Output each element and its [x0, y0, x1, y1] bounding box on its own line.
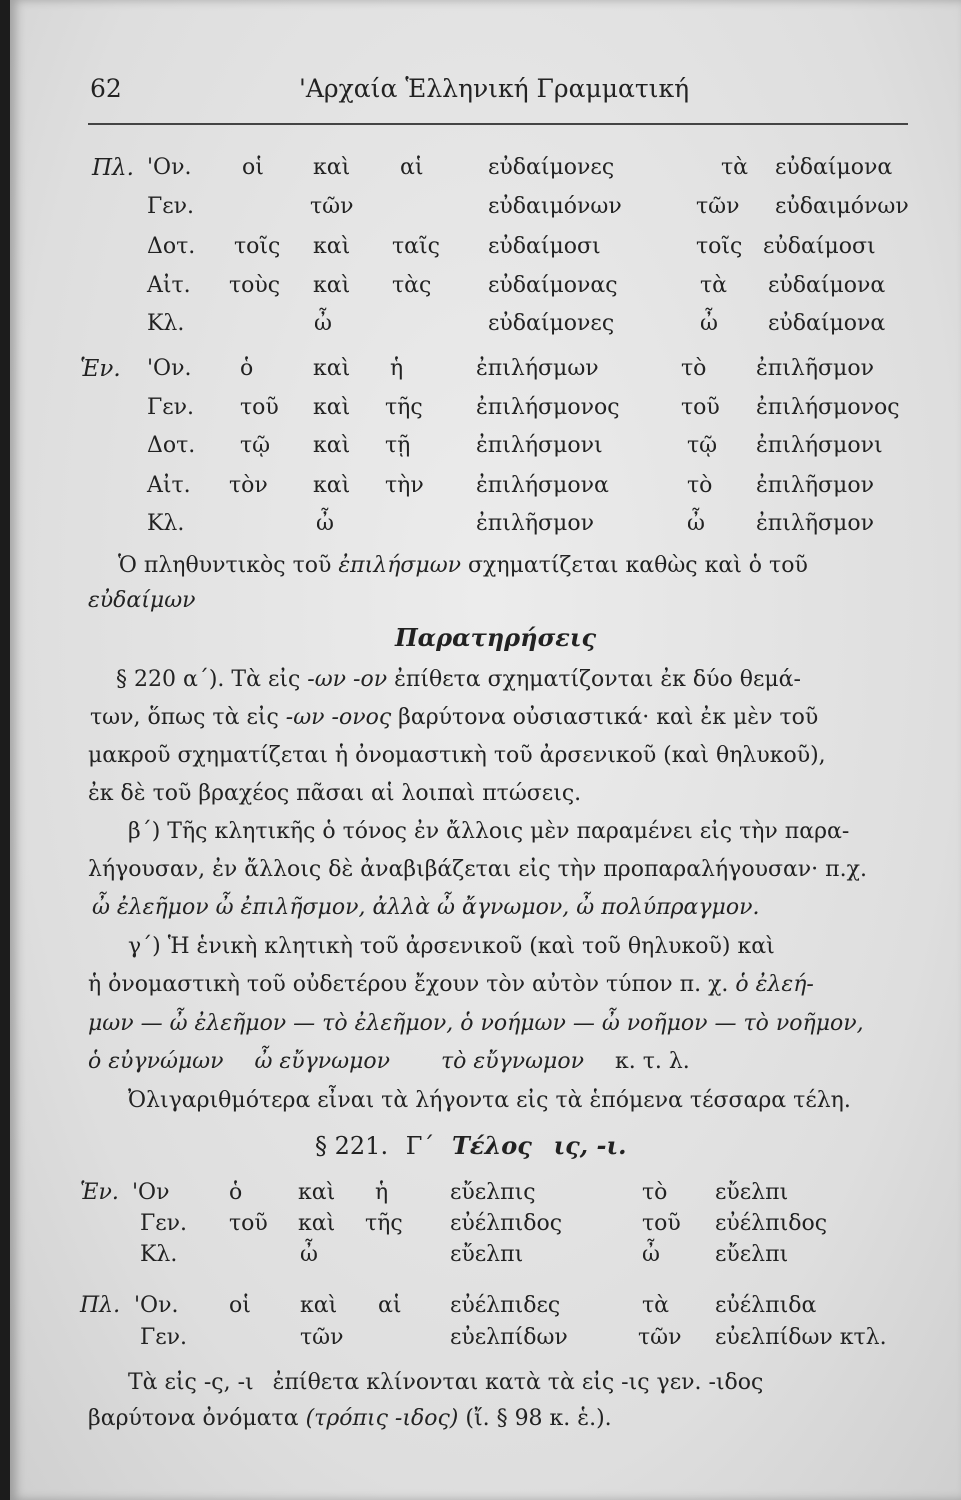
number-label: Πλ. — [80, 1293, 121, 1318]
article-fem: αἱ — [378, 1293, 402, 1318]
form-masc-fem: ἐπιλήσμονι — [476, 433, 603, 458]
example-text: ὁ εὐγνώμων — [88, 1049, 224, 1074]
article-neut: τῶν — [638, 1325, 682, 1350]
para-220b-line-3: ὦ ἐλεῆμον ὦ ἐπιλῆσμον, ἀλλὰ ὦ ἄγνωμον, ὦ πολύπραγμον. — [92, 895, 760, 920]
form-neut: ἐπιλῆσμον — [756, 511, 874, 536]
example-text: ὦ εὔγνωμον — [254, 1049, 390, 1074]
conjunction: τῶν — [300, 1325, 344, 1350]
article-neut: τὰ — [642, 1293, 670, 1318]
article-neut: τὰ — [700, 273, 728, 298]
article-masc: τῷ — [240, 433, 271, 458]
form-neut: εὐελπίδων κτλ. — [715, 1325, 887, 1350]
article-masc: ὁ — [240, 356, 254, 381]
example-text: (τρόπις -ιδος) — [305, 1406, 459, 1431]
article-fem: ἡ — [375, 1180, 389, 1205]
article-masc: οἱ — [229, 1293, 251, 1318]
article-masc: τοῦ — [240, 395, 279, 420]
para-text: βαρύτονα ὀνόματα — [88, 1406, 299, 1431]
para-text: βαρύτονα οὐσιαστικά· καὶ ἐκ μὲν τοῦ — [398, 705, 819, 730]
conjunction: καὶ — [313, 155, 351, 180]
form-masc-fem: εὔελπις — [450, 1180, 536, 1205]
case-label: 'Ον. — [147, 155, 192, 180]
example-text: ὁ ἐλεή- — [735, 972, 814, 997]
para-text: ἡ ὀνομαστικὴ τοῦ οὐδετέρου ἔχουν τὸν αὐτὸν τύπον π. χ. — [88, 972, 729, 997]
form-neut: εὐδαιμόνων — [775, 194, 909, 219]
form-masc-fem: εὐέλπιδος — [450, 1211, 563, 1236]
article-neut: τῷ — [687, 433, 718, 458]
article-fem: ἡ — [390, 356, 404, 381]
para-220c-line-1: γ΄) Ἡ ἑνικὴ κλητικὴ τοῦ ἀρσενικοῦ (καὶ τοῦ θηλυκοῦ) καὶ — [128, 934, 775, 959]
form-neut: εὔελπι — [715, 1242, 789, 1267]
article-masc: τὸν — [229, 473, 268, 498]
form-neut: εὔελπι — [715, 1180, 789, 1205]
number-label: Ἑν. — [80, 356, 121, 382]
article-neut: τῶν — [696, 194, 740, 219]
form-neut: εὐδαίμοσι — [763, 234, 876, 259]
number-label: Πλ. — [92, 155, 134, 181]
conjunction: καὶ — [313, 473, 351, 498]
article-fem: τῆς — [365, 1211, 403, 1236]
header-rule — [88, 123, 908, 125]
case-label: 'Ον. — [147, 356, 192, 381]
para-final-line-1 — [128, 1370, 763, 1395]
form-masc-fem: εὐδαίμοσι — [488, 234, 601, 259]
para-text: Τὰ εἰς -ς, -ι — [128, 1370, 254, 1395]
section-221-heading — [315, 1131, 626, 1160]
article-masc: τοῦ — [229, 1211, 268, 1236]
book-page — [10, 0, 961, 1500]
section-endings: ις, -ι. — [553, 1131, 627, 1160]
case-label: Γεν. — [147, 194, 195, 219]
conjunction: καὶ — [313, 395, 351, 420]
para-text: Τὰ εἰς — [231, 667, 301, 692]
article-neut: ὦ — [687, 511, 705, 536]
para-220c-line-2 — [88, 972, 814, 997]
para-220a-line-4: ἐκ δὲ τοῦ βραχέος πᾶσαι αἱ λοιπαὶ πτώσεις. — [88, 781, 582, 806]
case-label: Κλ. — [147, 311, 185, 336]
conjunction: καὶ — [313, 433, 351, 458]
article-fem: τὴν — [385, 473, 424, 498]
para-220c-line-3: μων — ὦ ἐλεῆμον — τὸ ἐλεῆμον, ὁ νοήμων — ὦ νοῆμον — τὸ νοῆμον, — [88, 1011, 864, 1036]
article-neut: τὰ — [721, 155, 749, 180]
para-220a-line-1 — [116, 667, 801, 692]
etc-text: κ. τ. λ. — [614, 1049, 690, 1074]
case-label: Κλ. — [140, 1242, 178, 1267]
article-neut: τὸ — [687, 473, 713, 498]
article-neut: ὦ — [700, 311, 718, 336]
conjunction: καὶ — [313, 356, 351, 381]
conjunction: τῶν — [310, 194, 354, 219]
form-neut: εὐέλπιδα — [715, 1293, 817, 1318]
form-neut: ἐπιλήσμονος — [756, 395, 900, 420]
form-neut: εὐδαίμονα — [768, 311, 886, 336]
form-masc-fem: ἐπιλῆσμον — [476, 511, 594, 536]
form-neut: ἐπιλῆσμον — [756, 473, 874, 498]
page-number: 62 — [90, 74, 122, 103]
article-masc: οἱ — [242, 155, 264, 180]
article-masc: ὁ — [229, 1180, 243, 1205]
article-neut: ὦ — [642, 1242, 660, 1267]
case-label: Αἰτ. — [147, 273, 191, 298]
form-neut: εὐδαίμονα — [768, 273, 886, 298]
form-masc-fem: ἐπιλήσμονα — [476, 473, 609, 498]
case-label: Γεν. — [140, 1325, 188, 1350]
note-word: ἐπιλήσμων — [338, 553, 462, 578]
section-letter: Γ΄ — [405, 1132, 435, 1160]
article-fem: ταῖς — [392, 234, 440, 259]
conjunction: καὶ — [313, 273, 351, 298]
case-label: Γεν. — [147, 395, 195, 420]
para-final-line-2 — [88, 1406, 612, 1431]
form-neut: εὐδαίμονα — [775, 155, 893, 180]
article-fem: τῆς — [385, 395, 423, 420]
article-fem: τὰς — [392, 273, 432, 298]
form-masc-fem: εὐδαίμονας — [488, 273, 618, 298]
article-neut: τὸ — [681, 356, 707, 381]
reference-text: (ἴ. § 98 κ. ἑ.). — [465, 1406, 612, 1431]
para-220b-line-2: λήγουσαν, ἐν ἄλλοις δὲ ἀναβιβάζεται εἰς τὴν προπαραλήγουσαν· π.χ. — [88, 857, 867, 882]
article-masc: τοὺς — [229, 273, 281, 298]
note-text: Ὁ πληθυντικὸς τοῦ — [118, 553, 332, 578]
case-label: Κλ. — [147, 511, 185, 536]
case-label: Δοτ. — [147, 234, 196, 259]
form-masc-fem: εὔελπι — [450, 1242, 524, 1267]
form-masc-fem: εὐέλπιδες — [450, 1293, 561, 1318]
form-masc-fem: εὐδαιμόνων — [488, 194, 622, 219]
form-neut: ἐπιλήσμονι — [756, 433, 883, 458]
note-text: σχηματίζεται καθὼς καὶ ὁ τοῦ — [468, 553, 808, 578]
conjunction: καὶ — [298, 1211, 336, 1236]
article-masc: τοῖς — [234, 234, 281, 259]
section-number: § 221. — [315, 1132, 389, 1160]
section-title: Τέλος — [452, 1131, 532, 1160]
form-masc-fem: εὐδαίμονες — [488, 155, 615, 180]
article-fem: αἱ — [400, 155, 424, 180]
case-label: 'Ον. — [134, 1293, 179, 1318]
para-220c-line-4 — [88, 1049, 690, 1074]
form-masc-fem: εὐδαίμονες — [488, 311, 615, 336]
form-masc-fem: ἐπιλήσμων — [476, 356, 599, 381]
para-text: των, ὅπως τὰ εἰς — [90, 705, 279, 730]
para-fewer-endings: Ὀλιγαριθμότερα εἶναι τὰ λήγοντα εἰς τὰ ἑπόμενα τέσσαρα τέλη. — [128, 1088, 851, 1113]
form-masc-fem: ἐπιλήσμονος — [476, 395, 620, 420]
note-word: εὐδαίμων — [88, 588, 196, 613]
article-neut: τοῖς — [696, 234, 743, 259]
para-220a-line-2 — [90, 705, 818, 730]
article-neut: τὸ — [642, 1180, 668, 1205]
conjunction: καὶ — [298, 1180, 336, 1205]
section-number: § 220 α΄). — [116, 667, 225, 692]
case-label: 'Ον — [132, 1180, 170, 1205]
conjunction: ὦ — [314, 311, 332, 336]
ending-text: -ων -ον — [307, 667, 388, 692]
para-text: ἐπίθετα σχηματίζονται ἐκ δύο θεμά- — [394, 667, 801, 692]
article-neut: τοῦ — [642, 1211, 681, 1236]
case-label: Γεν. — [140, 1211, 188, 1236]
ending-text: -ων -ονος — [285, 705, 392, 730]
form-neut: ἐπιλῆσμον — [756, 356, 874, 381]
article-neut: τοῦ — [681, 395, 720, 420]
para-220a-line-3: μακροῦ σχηματίζεται ἡ ὀνομαστικὴ τοῦ ἀρσενικοῦ (καὶ θηλυκοῦ), — [88, 743, 826, 768]
conjunction: καὶ — [300, 1293, 338, 1318]
form-neut: εὐέλπιδος — [715, 1211, 828, 1236]
running-title: 'Αρχαία Ἑλληνική Γραμματική — [299, 74, 690, 103]
case-label: Δοτ. — [147, 433, 196, 458]
para-text: ἐπίθετα κλίνονται κατὰ τὰ εἰς -ις γεν. -ιδος — [272, 1370, 764, 1395]
number-label: Ἑν. — [80, 1180, 119, 1205]
conjunction: ὦ — [300, 1242, 318, 1267]
conjunction: καὶ — [313, 234, 351, 259]
example-text: τὸ εὔγνωμον — [441, 1049, 584, 1074]
section-heading: Παρατηρήσεις — [395, 623, 597, 652]
article-fem: τῇ — [385, 433, 411, 458]
para-220b-line-1: β΄) Τῆς κλητικῆς ὁ τόνος ἐν ἄλλοις μὲν παραμένει εἰς τὴν παρα- — [128, 819, 850, 844]
plural-note — [118, 553, 808, 578]
case-label: Αἰτ. — [147, 473, 191, 498]
conjunction: ὦ — [316, 511, 334, 536]
form-masc-fem: εὐελπίδων — [450, 1325, 568, 1350]
